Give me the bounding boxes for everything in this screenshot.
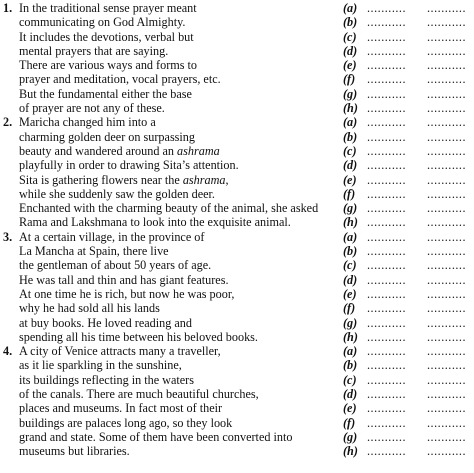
line-label: (c) — [343, 258, 357, 273]
error-blank[interactable]: ........... — [367, 229, 407, 244]
question-number: 1. — [3, 1, 13, 15]
correction-blank[interactable]: ........... — [427, 201, 467, 216]
correction-blank[interactable]: ........... — [427, 72, 467, 87]
line-label: (d) — [343, 43, 358, 58]
sentence-text: beauty and wandered around an ashrama — [19, 143, 220, 158]
correction-blank[interactable]: ........... — [427, 358, 467, 373]
line-label: (f) — [343, 301, 356, 316]
correction-blank[interactable]: ........... — [427, 415, 467, 430]
correction-blank[interactable]: ........... — [427, 272, 467, 287]
line-label: (g) — [343, 201, 358, 216]
correction-blank[interactable]: ........... — [427, 315, 467, 330]
sentence-text: museums but libraries. — [19, 444, 130, 459]
question-line — [0, 244, 474, 258]
sentence-text: charming golden deer on surpassing — [19, 129, 195, 144]
question-line — [0, 215, 474, 229]
question-line — [0, 1, 474, 15]
line-label: (c) — [343, 143, 357, 158]
correction-blank[interactable]: ........... — [427, 301, 467, 316]
error-blank[interactable]: ........... — [367, 186, 407, 201]
line-label: (h) — [343, 444, 358, 459]
error-blank[interactable]: ........... — [367, 244, 407, 259]
line-label: (h) — [343, 215, 358, 230]
correction-blank[interactable]: ........... — [427, 215, 467, 230]
line-label: (f) — [343, 186, 356, 201]
sentence-text: In the traditional sense prayer meant — [19, 1, 197, 15]
correction-blank[interactable]: ........... — [427, 86, 467, 101]
question-3 — [0, 230, 474, 344]
sentence-text: places and museums. In fact most of their — [19, 401, 223, 416]
line-label: (b) — [343, 358, 358, 373]
error-blank[interactable]: ........... — [367, 43, 407, 58]
error-blank[interactable]: ........... — [367, 401, 407, 416]
correction-blank[interactable]: ........... — [427, 143, 467, 158]
sentence-text: of the canals. There are much beautiful churches, — [19, 387, 259, 402]
line-label: (e) — [343, 58, 357, 73]
sentence-text: playfully in order to drawing Sita’s attention. — [19, 158, 239, 173]
sentence-text: of prayer are not any of these. — [19, 101, 165, 116]
question-number: 3. — [3, 229, 13, 244]
question-line — [0, 58, 474, 72]
line-label: (d) — [343, 387, 358, 402]
correction-blank[interactable]: ........... — [427, 186, 467, 201]
correction-blank[interactable]: ........... — [427, 258, 467, 273]
sentence-text: at buy books. He loved reading and — [19, 315, 192, 330]
question-line — [0, 115, 474, 129]
sentence-text: while she suddenly saw the golden deer. — [19, 186, 215, 201]
error-blank[interactable]: ........... — [367, 329, 407, 344]
correction-blank[interactable]: ........... — [427, 401, 467, 416]
question-2 — [0, 115, 474, 229]
question-line — [0, 273, 474, 287]
line-label: (d) — [343, 272, 358, 287]
line-label: (a) — [343, 1, 358, 15]
correction-blank[interactable]: ........... — [427, 129, 467, 144]
editing-worksheet — [0, 1, 474, 459]
question-line — [0, 130, 474, 144]
line-label: (a) — [343, 344, 358, 359]
correction-blank[interactable]: ........... — [427, 172, 467, 187]
question-line — [0, 187, 474, 201]
sentence-text: Sita is gathering flowers near the ashrama, — [19, 172, 229, 187]
sentence-text: Enchanted with the charming beauty of the animal, she asked — [19, 201, 319, 216]
correction-blank[interactable]: ........... — [427, 429, 467, 444]
line-label: (f) — [343, 72, 356, 87]
question-line — [0, 44, 474, 58]
error-blank[interactable]: ........... — [367, 429, 407, 444]
sentence-text: Rama and Lakshmana to look into the exquisite animal. — [19, 215, 291, 230]
sentence-text: But the fundamental either the base — [19, 86, 192, 101]
italic-word: ashrama — [182, 172, 226, 187]
question-line — [0, 287, 474, 301]
question-line — [0, 258, 474, 272]
error-blank[interactable]: ........... — [367, 115, 407, 130]
correction-blank[interactable]: ........... — [427, 387, 467, 402]
error-blank[interactable]: ........... — [367, 301, 407, 316]
correction-blank[interactable]: ........... — [427, 372, 467, 387]
error-blank[interactable]: ........... — [367, 315, 407, 330]
sentence-text: A city of Venice attracts many a traveller, — [19, 344, 221, 359]
error-blank[interactable]: ........... — [367, 387, 407, 402]
error-blank[interactable]: ........... — [367, 158, 407, 173]
question-1 — [0, 1, 474, 115]
error-blank[interactable]: ........... — [367, 372, 407, 387]
error-blank[interactable]: ........... — [367, 15, 407, 30]
question-line — [0, 201, 474, 215]
question-line — [0, 444, 474, 458]
error-blank[interactable]: ........... — [367, 143, 407, 158]
sentence-text: communicating on God Almighty. — [19, 15, 186, 30]
line-label: (e) — [343, 172, 357, 187]
line-label: (c) — [343, 372, 357, 387]
error-blank[interactable]: ........... — [367, 344, 407, 359]
line-label: (c) — [343, 29, 357, 44]
line-label: (b) — [343, 129, 358, 144]
question-line — [0, 72, 474, 86]
correction-blank[interactable]: ........... — [427, 158, 467, 173]
error-blank[interactable]: ........... — [367, 272, 407, 287]
sentence-text: mental prayers that are saying. — [19, 43, 169, 58]
sentence-text: buildings are palaces long ago, so they look — [19, 415, 233, 430]
correction-blank[interactable]: ........... — [427, 58, 467, 73]
question-line — [0, 330, 474, 344]
question-line — [0, 416, 474, 430]
sentence-text: grand and state. Some of them have been converted into — [19, 429, 293, 444]
sentence-text: why he had sold all his lands — [19, 301, 160, 316]
question-line — [0, 101, 474, 115]
question-number: 4. — [3, 344, 13, 359]
line-label: (d) — [343, 158, 358, 173]
line-label: (b) — [343, 244, 358, 259]
sentence-text: spending all his time between his beloved books. — [19, 329, 258, 344]
correction-blank[interactable]: ........... — [427, 286, 467, 301]
sentence-text: its buildings reflecting in the waters — [19, 372, 194, 387]
sentence-text: There are various ways and forms to — [19, 58, 198, 73]
question-line — [0, 230, 474, 244]
error-blank[interactable]: ........... — [367, 415, 407, 430]
line-label: (h) — [343, 329, 358, 344]
error-blank[interactable]: ........... — [367, 29, 407, 44]
sentence-text: as it lie sparkling in the sunshine, — [19, 358, 182, 373]
error-blank[interactable]: ........... — [367, 86, 407, 101]
error-blank[interactable]: ........... — [367, 444, 407, 459]
correction-blank[interactable]: ........... — [427, 244, 467, 259]
question-line — [0, 344, 474, 358]
question-4 — [0, 344, 474, 458]
sentence-text: La Mancha at Spain, there live — [19, 244, 169, 259]
question-line — [0, 373, 474, 387]
correction-blank[interactable]: ........... — [427, 329, 467, 344]
error-blank[interactable]: ........... — [367, 215, 407, 230]
question-line — [0, 401, 474, 415]
line-label: (b) — [343, 15, 358, 30]
italic-word: ashrama — [177, 143, 220, 158]
error-blank[interactable]: ........... — [367, 172, 407, 187]
correction-blank[interactable]: ........... — [427, 101, 467, 116]
sentence-text: At a certain village, in the province of — [19, 229, 205, 244]
line-label: (a) — [343, 115, 358, 130]
error-blank[interactable]: ........... — [367, 72, 407, 87]
question-line — [0, 144, 474, 158]
question-number: 2. — [3, 115, 13, 130]
sentence-text: the gentleman of about 50 years of age. — [19, 258, 212, 273]
sentence-text: He was tall and thin and has giant features. — [19, 272, 229, 287]
error-blank[interactable]: ........... — [367, 286, 407, 301]
error-blank[interactable]: ........... — [367, 258, 407, 273]
correction-blank[interactable]: ........... — [427, 115, 467, 130]
question-line — [0, 15, 474, 29]
question-line — [0, 387, 474, 401]
question-line — [0, 358, 474, 372]
error-blank[interactable]: ........... — [367, 201, 407, 216]
question-line — [0, 173, 474, 187]
line-label: (g) — [343, 86, 358, 101]
question-line — [0, 30, 474, 44]
question-line — [0, 158, 474, 172]
correction-blank[interactable]: ........... — [427, 229, 467, 244]
line-label: (a) — [343, 229, 358, 244]
error-blank[interactable]: ........... — [367, 101, 407, 116]
question-line — [0, 430, 474, 444]
line-label: (e) — [343, 401, 357, 416]
correction-blank[interactable]: ........... — [427, 29, 467, 44]
question-line — [0, 316, 474, 330]
sentence-text: At one time he is rich, but now he was poor, — [19, 286, 235, 301]
error-blank[interactable]: ........... — [367, 358, 407, 373]
error-blank[interactable]: ........... — [367, 1, 407, 15]
line-label: (e) — [343, 286, 357, 301]
error-blank[interactable]: ........... — [367, 129, 407, 144]
sentence-text: It includes the devotions, verbal but — [19, 29, 194, 44]
error-blank[interactable]: ........... — [367, 58, 407, 73]
correction-blank[interactable]: ........... — [427, 444, 467, 459]
sentence-text: prayer and meditation, vocal prayers, etc. — [19, 72, 221, 87]
line-label: (h) — [343, 101, 358, 116]
correction-blank[interactable]: ........... — [427, 1, 467, 15]
question-line — [0, 301, 474, 315]
line-label: (g) — [343, 429, 358, 444]
sentence-text: Maricha changed him into a — [19, 115, 156, 130]
question-line — [0, 87, 474, 101]
line-label: (f) — [343, 415, 356, 430]
correction-blank[interactable]: ........... — [427, 15, 467, 30]
line-label: (g) — [343, 315, 358, 330]
correction-blank[interactable]: ........... — [427, 43, 467, 58]
correction-blank[interactable]: ........... — [427, 344, 467, 359]
